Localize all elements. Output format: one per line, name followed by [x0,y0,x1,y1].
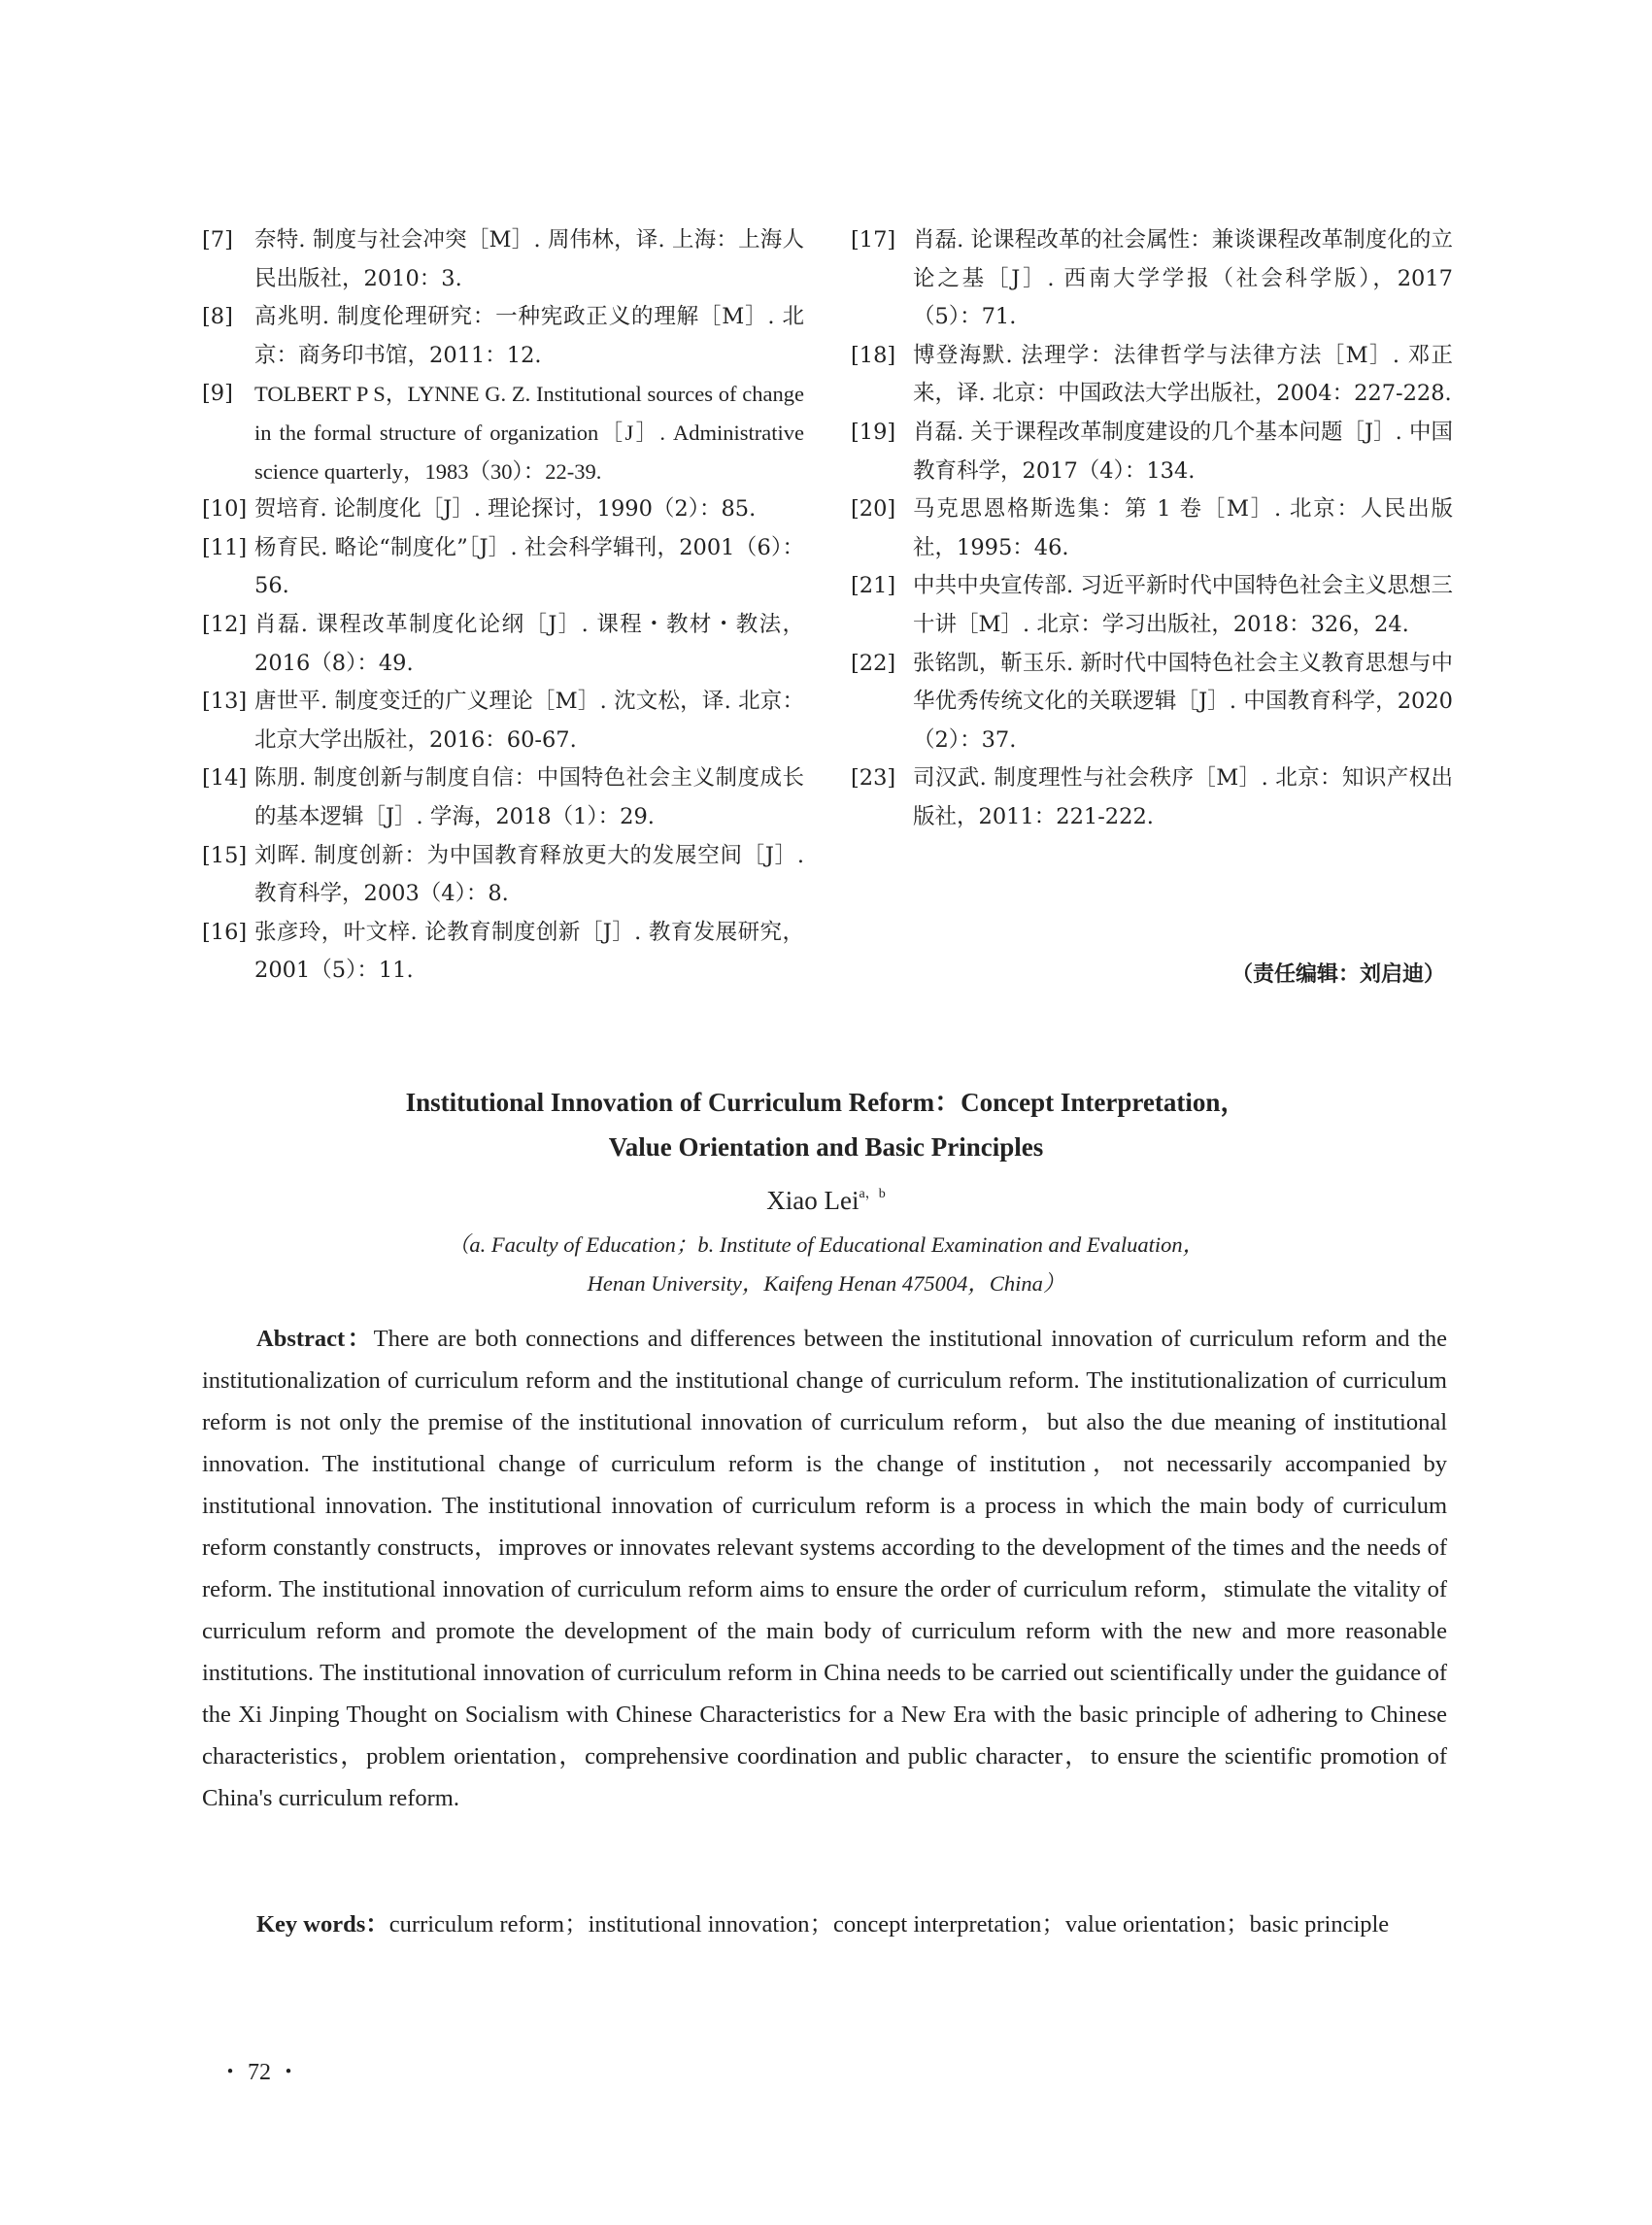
reference-number: [13] [202,689,248,715]
author-name: Xiao Lei [766,1186,860,1215]
reference-number: [21] [851,573,896,599]
reference-number: [15] [202,842,248,868]
reference-number: [20] [851,496,896,523]
reference-item [202,759,804,836]
editor-note: （责任编辑：刘启迪） [1231,962,1445,987]
reference-number: [19] [851,419,896,445]
reference-text: 中共中央宣传部. 习近平新时代中国特色社会主义思想三十讲［M］. 北京：学习出版社，2018：326，24. [913,573,1453,637]
reference-text: 高兆明. 制度伦理研究：一种宪政正义的理解［M］. 北京：商务印书馆，2011：12. [254,304,804,368]
author [0,1183,1652,1216]
reference-item [202,683,804,759]
article-title [0,1080,1652,1169]
reference-item [202,837,804,914]
reference-item [202,490,804,529]
reference-item [851,337,1453,414]
abstract-text: There are both connections and differences between the institutional innovation of curriculum reform and the institutionalization of curriculum reform and the institutional change of curriculum reform. The institutionalization of curriculum reform is not only the premise of the institutional innovation of curriculum reform，but also the due meaning of institutional innovation. The institutional change of curriculum reform is the change of institution，not necessarily accompanied by institutional innovation. The institutional innovation of curriculum reform is a process in which the main body of curriculum reform constantly constructs，improves or innovates relevant systems according to the development of the times and the needs of reform. The institutional innovation of curriculum reform aims to ensure the order of curriculum reform，stimulate the vitality of curriculum reform and promote the development of the main body of curriculum reform with the new and more reasonable institutions. The institutional innovation of curriculum reform in China needs to be carried out scientifically under the guidance of the Xi Jinping Thought on Socialism with Chinese Characteristics for a New Era with the basic principle of adhering to Chinese characteristics，problem orientation，comprehensive coordination and public character，to ensure the scientific promotion of China's curriculum reform. [202,1326,1447,1811]
references-right-column [851,221,1453,837]
reference-text: 肖磊. 关于课程改革制度建设的几个基本问题［J］. 中国教育科学，2017（4）：134. [913,419,1453,484]
reference-text: 唐世平. 制度变迁的广义理论［M］. 沈文松，译. 北京：北京大学出版社，2016：60-67. [254,689,804,753]
reference-text: 马克思恩格斯选集：第 1 卷［M］. 北京：人民出版社，1995：46. [913,496,1453,560]
reference-number: [10] [202,496,248,523]
reference-text: 肖磊. 课程改革制度化论纲［J］. 课程・教材・教法，2016（8）：49. [254,611,804,676]
reference-item [202,221,804,298]
reference-item [851,221,1453,337]
reference-text: TOLBERT P S，LYNNE G. Z. Institutional sources of change in the formal structure of organization［J］. Administrative science quarterly，1983（30）：22-39. [254,382,804,484]
reference-number: [14] [202,765,248,792]
page-number: ・ 72 ・ [219,2060,300,2085]
reference-item [851,759,1453,836]
reference-item [202,298,804,375]
keywords-text: curriculum reform；institutional innovation；concept interpretation；value orientation；basic principle [388,1911,1390,1938]
title-line-1: Institutional Innovation of Curriculum Reform：Concept Interpretation， [405,1088,1247,1117]
reference-item [851,645,1453,760]
reference-number: [16] [202,919,248,945]
reference-text: 张彦玲，叶文梓. 论教育制度创新［J］. 教育发展研究，2001（5）：11. [254,919,804,984]
title-line-2: Value Orientation and Basic Principles [608,1132,1044,1162]
reference-item [851,490,1453,567]
reference-text: 张铭凯，靳玉乐. 新时代中国特色社会主义教育思想与中华优秀传统文化的关联逻辑［J］. 中国教育科学，2020（2）：37. [913,650,1453,753]
reference-item [202,914,804,991]
reference-number: [23] [851,765,896,792]
reference-text: 贺培育. 论制度化［J］. 理论探讨，1990（2）：85. [254,496,757,523]
reference-text: 肖磊. 论课程改革的社会属性：兼谈课程改革制度化的立论之基［J］. 西南大学学报（社会科学版），2017（5）：71. [913,227,1453,330]
reference-number: [22] [851,650,896,676]
reference-item [202,375,804,490]
affiliation-line-2: Henan University，Kaifeng Henan 475004，China） [587,1271,1065,1296]
author-affiliation-marks: a，b [859,1187,886,1201]
reference-item [202,606,804,683]
reference-text: 陈朋. 制度创新与制度自信：中国特色社会主义制度成长的基本逻辑［J］. 学海，2018（1）：29. [254,765,804,829]
reference-text: 博登海默. 法理学：法律哲学与法律方法［M］. 邓正来，译. 北京：中国政法大学出版社，2004：227-228. [913,342,1453,407]
reference-number: [17] [851,227,896,253]
reference-number: [18] [851,342,896,368]
references-left-column [202,221,804,991]
abstract-label: Abstract： [256,1326,374,1352]
reference-item [202,529,804,606]
affiliation [0,1226,1652,1303]
keywords [202,1904,1447,1945]
reference-text: 司汉武. 制度理性与社会秩序［M］. 北京：知识产权出版社，2011：221-222. [913,765,1453,829]
abstract [202,1318,1447,1819]
reference-text: 杨育民. 略论“制度化”［J］. 社会科学辑刊，2001（6）：56. [254,534,804,599]
reference-number: [8] [202,304,233,330]
reference-text: 刘晖. 制度创新：为中国教育释放更大的发展空间［J］. 教育科学，2003（4）：8. [254,842,804,907]
reference-number: [12] [202,611,248,637]
reference-text: 奈特. 制度与社会冲突［M］. 周伟林，译. 上海：上海人民出版社，2010：3. [254,227,804,291]
keywords-label: Key words： [256,1911,389,1938]
reference-number: [9] [202,381,233,407]
reference-item [851,567,1453,644]
reference-number: [7] [202,227,233,253]
reference-item [851,414,1453,490]
reference-number: [11] [202,534,248,560]
affiliation-line-1: （a. Faculty of Education；b. Institute of Educational Examination and Evaluation， [447,1232,1205,1257]
